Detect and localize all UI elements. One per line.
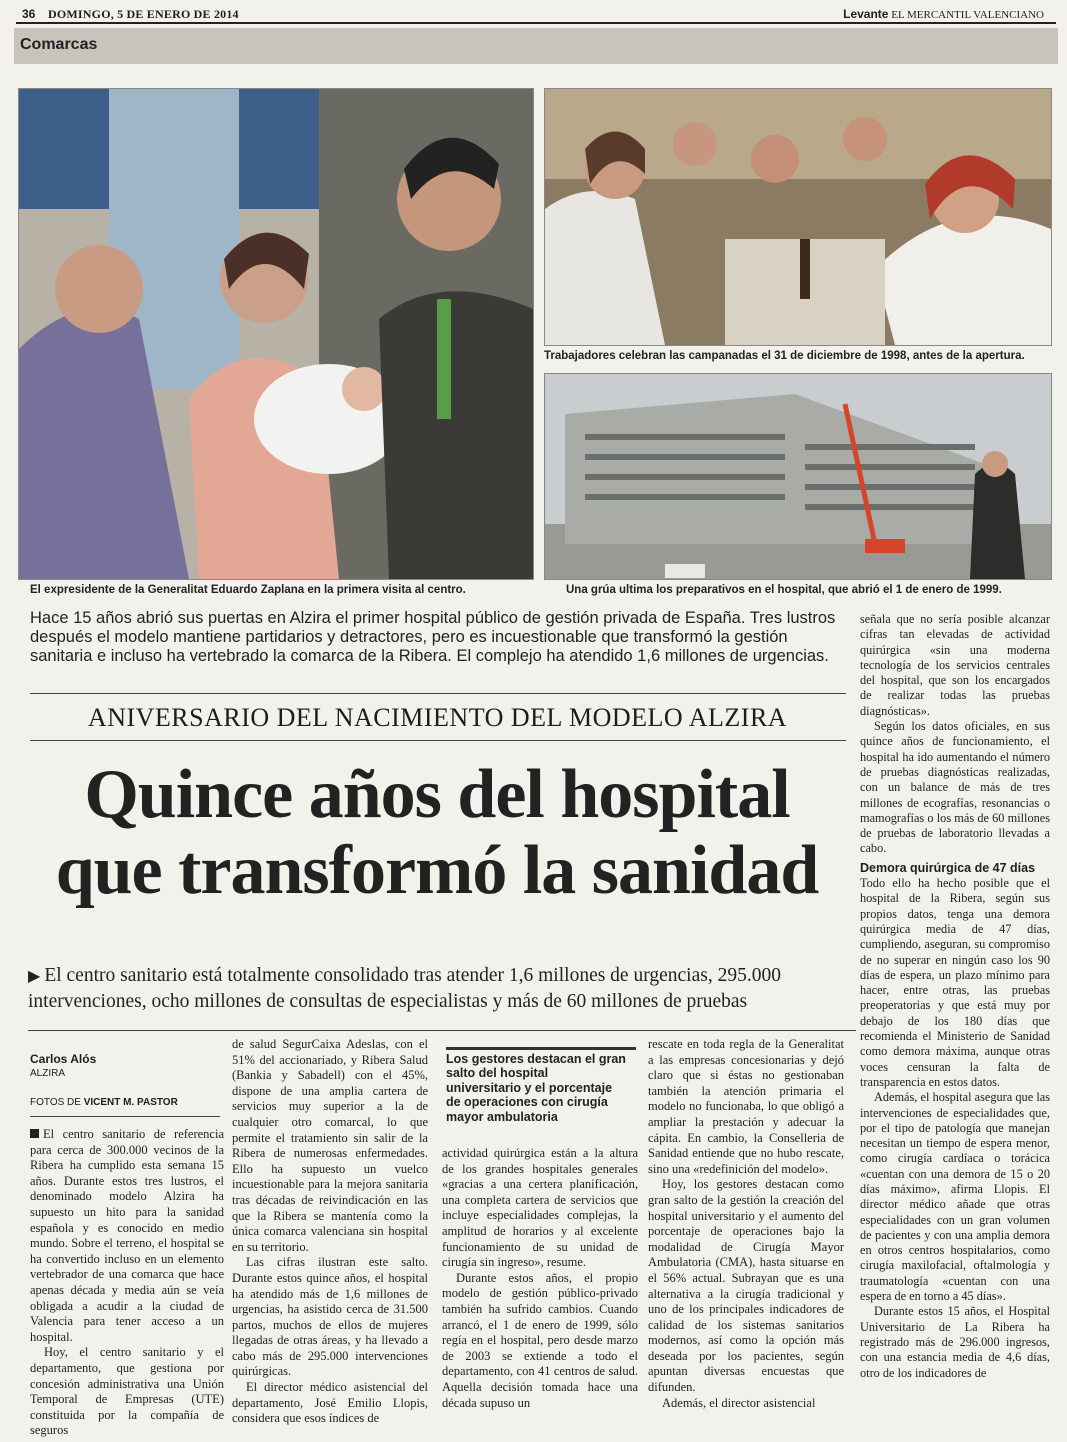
brand-subtitle: EL MERCANTIL VALENCIANO <box>891 9 1044 21</box>
lead-square-icon <box>30 1129 39 1138</box>
kicker-rule-top <box>30 693 846 694</box>
photo-celebration-image <box>545 89 1051 345</box>
article-column-5 <box>860 612 1050 1381</box>
section-band <box>14 28 1058 64</box>
page-number: 36 <box>22 7 36 21</box>
kicker-rule-bottom <box>30 740 846 741</box>
caption-visit: El expresidente de la Generalitat Eduardo Zaplana en la primera visita al centro. <box>30 584 466 596</box>
paragraph: Según los datos oficiales, en sus quince años de funcionamiento, el hospital ha ido aumentando el número de pruebas diagnósticas realizadas, con un balance de más de tres millones de ecografías, resonancias o mamografías o los más de 60 millones de pruebas de laboratorio llevadas a cabo. <box>860 719 1050 856</box>
photo-credit-label: FOTOS DE <box>30 1097 81 1108</box>
paragraph: señala que no sería posible alcanzar cifras tan elevadas de actividad quirúrgica «sin una moderna tecnología de los servicios centrales del hospital, que son los encargados de realizar todas las pruebas diagnósticas». <box>860 612 1050 718</box>
page-header <box>16 4 1056 24</box>
paragraph: de salud SegurCaixa Adeslas, con el 51% del accionariado, y Ribera Salud (Bankia y Sabadell) con el 45%, dispone de una amplia cartera de servicios muy superior a la de cualquier otro comarcal, lo que permite el tratamiento sin salir de la Ribera de numerosas enfermedades. Ello ha supuesto un vuelco incuestionable para la mejora sanitaria tras décadas de reivindicación en las que la Ribera se mantenía como la única comarca valenciana sin hospital en su territorio. <box>232 1037 428 1254</box>
paragraph: Durante estos años, el propio modelo de gestión público-privado también ha sufrido cambios. Cuando arrancó, el 1 de enero de 1999, sólo regía en el hospital, pero desde marzo de 2003 se extiende a todo el departamento, con 41 centros de salud. Aquella decisión tomada hace una década supuso un <box>442 1270 638 1410</box>
paragraph <box>30 1127 224 1345</box>
triangle-bullet-icon: ▶ <box>28 966 41 985</box>
photo-construction-image <box>545 374 1051 579</box>
headline <box>22 757 852 909</box>
author-name: Carlos Alós <box>30 1052 97 1066</box>
kicker: ANIVERSARIO DEL NACIMIENTO DEL MODELO ALZIRA <box>87 703 788 732</box>
paragraph: Todo ello ha hecho posible que el hospital de la Ribera, según sus propios datos, tenga una demora quirúrgica media de 47 días, cumpliendo, aseguran, su compromiso de no superar en ningún caso los 90 días de espera, un plazo mínimo para hacer, entre otras, las pruebas preoperatorias y que está muy por debajo de los 180 días que recomienda el Ministerio de Sanidad como demora máxima, aunque otras voces censuran la falta de transparencia en estos datos. <box>860 876 1050 1089</box>
photo-celebration <box>544 88 1052 346</box>
author-location: ALZIRA <box>30 1068 66 1079</box>
caption-construction: Una grúa ultima los preparativos en el hospital, que abrió el 1 de enero de 1999. <box>566 584 1002 596</box>
headline-line-1: Quince años del hospital <box>84 756 790 833</box>
subhead-text: El centro sanitario está totalmente consolidado tras atender 1,6 millones de urgencias, 295.000 intervenciones, ocho millones de consultas de especialistas y más de 60 millones de pruebas <box>28 965 781 1012</box>
pull-quote: Los gestores destacan el gran salto del hospital universitario y el porcentaje de operaciones con cirugía mayor ambulatoria <box>446 1052 626 1124</box>
paragraph: Además, el director asistencial <box>662 1395 816 1410</box>
paragraph-text: El centro sanitario de referencia para cerca de 300.000 vecinos de la Ribera ha cumplido esta semana 15 años. Durante estos tres lustros, el denominado modelo Alzira ha supuesto un hito para la sanidad española y es conocido en medio mundo. Sobre el terreno, el hospital se ha convertido incluso en un elemento vertebrador de una comarca que hace apenas década y media aún se veía obligada a acudir a la ciudad de Valencia para tener acceso a un hospital. <box>30 1127 224 1344</box>
caption-celebration: Trabajadores celebran las campanadas el 31 de diciembre de 1998, antes de la apertura. <box>544 350 1025 362</box>
pull-quote-rule <box>446 1047 636 1050</box>
subhead-rule <box>28 1030 856 1031</box>
byline-rule <box>30 1116 220 1117</box>
column-subheading: Demora quirúrgica de 47 días <box>860 860 1036 875</box>
issue-date: DOMINGO, 5 DE ENERO DE 2014 <box>48 7 239 21</box>
paragraph: rescate en toda regla de la Generalitat a las empresas concesionarias y dejó claro que si éstas no gestionaban también la atención primaria el modelo no funcionaba, lo que obligó a ampliar la prestación y adecuar la cápita. En cambio, la Conselleria de Sanidad entiende que no hubo rescate, sino una «redefinición del modelo». <box>648 1037 844 1176</box>
photographer-name: VICENT M. PASTOR <box>83 1097 178 1108</box>
paragraph: El director médico asistencial del departamento, José Emilio Llopis, considera que esos índices de <box>232 1380 428 1426</box>
article-column-2 <box>232 1037 428 1427</box>
paragraph: Durante estos 15 años, el Hospital Universitario de La Ribera ha registrado más de 296.000 ingresos, con una estancia media de 4,6 días, otro de los indicadores de <box>860 1304 1050 1380</box>
masthead <box>843 7 1044 21</box>
paragraph: Las cifras ilustran este salto. Durante estos quince años, el hospital ha atendido más de 1,6 millones de urgencias, ha asistido cerca de 31.500 partos, muchos de ellos de mujeres llegadas de otras áreas, y ha llevado a cabo más de 295.000 intervenciones quirúrgicas. <box>232 1255 428 1379</box>
byline <box>30 1052 230 1079</box>
photo-construction <box>544 373 1052 580</box>
photo-visit <box>18 88 534 580</box>
headline-line-2: que transformó la sanidad <box>55 832 819 909</box>
header-rule <box>16 22 1056 24</box>
article-column-3 <box>442 1146 638 1411</box>
article-column-1 <box>30 1127 224 1439</box>
paragraph: Además, el hospital asegura que las intervenciones de especialidades que, por el tipo de patología que manejan necesitan un tiempo de espera menor, como cirugía cardíaca o torácica «cuentan con una demora de 15 o 20 días máximo», afirma Llopis. El director médico añade que otras especialidades con un gran volumen de pacientes y con una amplia demora en otros centros hospitalarios, como cirugía maxilofacial, oftalmología y traumatología «cuentan con una espera de en torno a 45 días». <box>860 1090 1050 1304</box>
paragraph: Hoy, el centro sanitario y el departamento, que gestiona por concesión administrativa una Unión Temporal de Empresas (UTE) constituida por la compañía de seguros <box>30 1345 224 1438</box>
brand-name: Levante <box>843 7 889 21</box>
article-column-4 <box>648 1037 844 1411</box>
subhead <box>28 963 858 1015</box>
photo-visit-image <box>19 89 533 579</box>
section-title: Comarcas <box>20 36 98 53</box>
lead-paragraph: Hace 15 años abrió sus puertas en Alzira el primer hospital público de gestión privada de España. Tres lustros después el modelo mantiene partidarios y detractores, pero es incuestionable que transformó la gestión sanitaria e incluso ha vertebrado la comarca de la Ribera. El complejo ha atendido 1,6 millones de urgencias. <box>30 609 836 665</box>
paragraph: actividad quirúrgica están a la altura de los grandes hospitales generales «gracias a una certera planificación, una completa cartera de servicios que incluye especialidades complejas, la amplitud de horarios y al excelente funcionamiento de su unidad de cirugía sin ingreso», resume. <box>442 1146 638 1270</box>
photo-credit <box>30 1097 178 1108</box>
paragraph: Hoy, los gestores destacan como gran salto de la gestión la creación del hospital universitario y el aumento del porcentaje de operaciones bajo la modalidad de Cirugía Mayor Ambulatoria (CMA), hasta situarse en el 56% actual. Subrayan que es una alternativa a la cirugía tradicional y uno de los principales indicadores de calidad de los sistemas sanitarios modernos, así como la opción más deseada por los pacientes, según apuntan diversas encuestas que difunden. <box>648 1177 844 1395</box>
